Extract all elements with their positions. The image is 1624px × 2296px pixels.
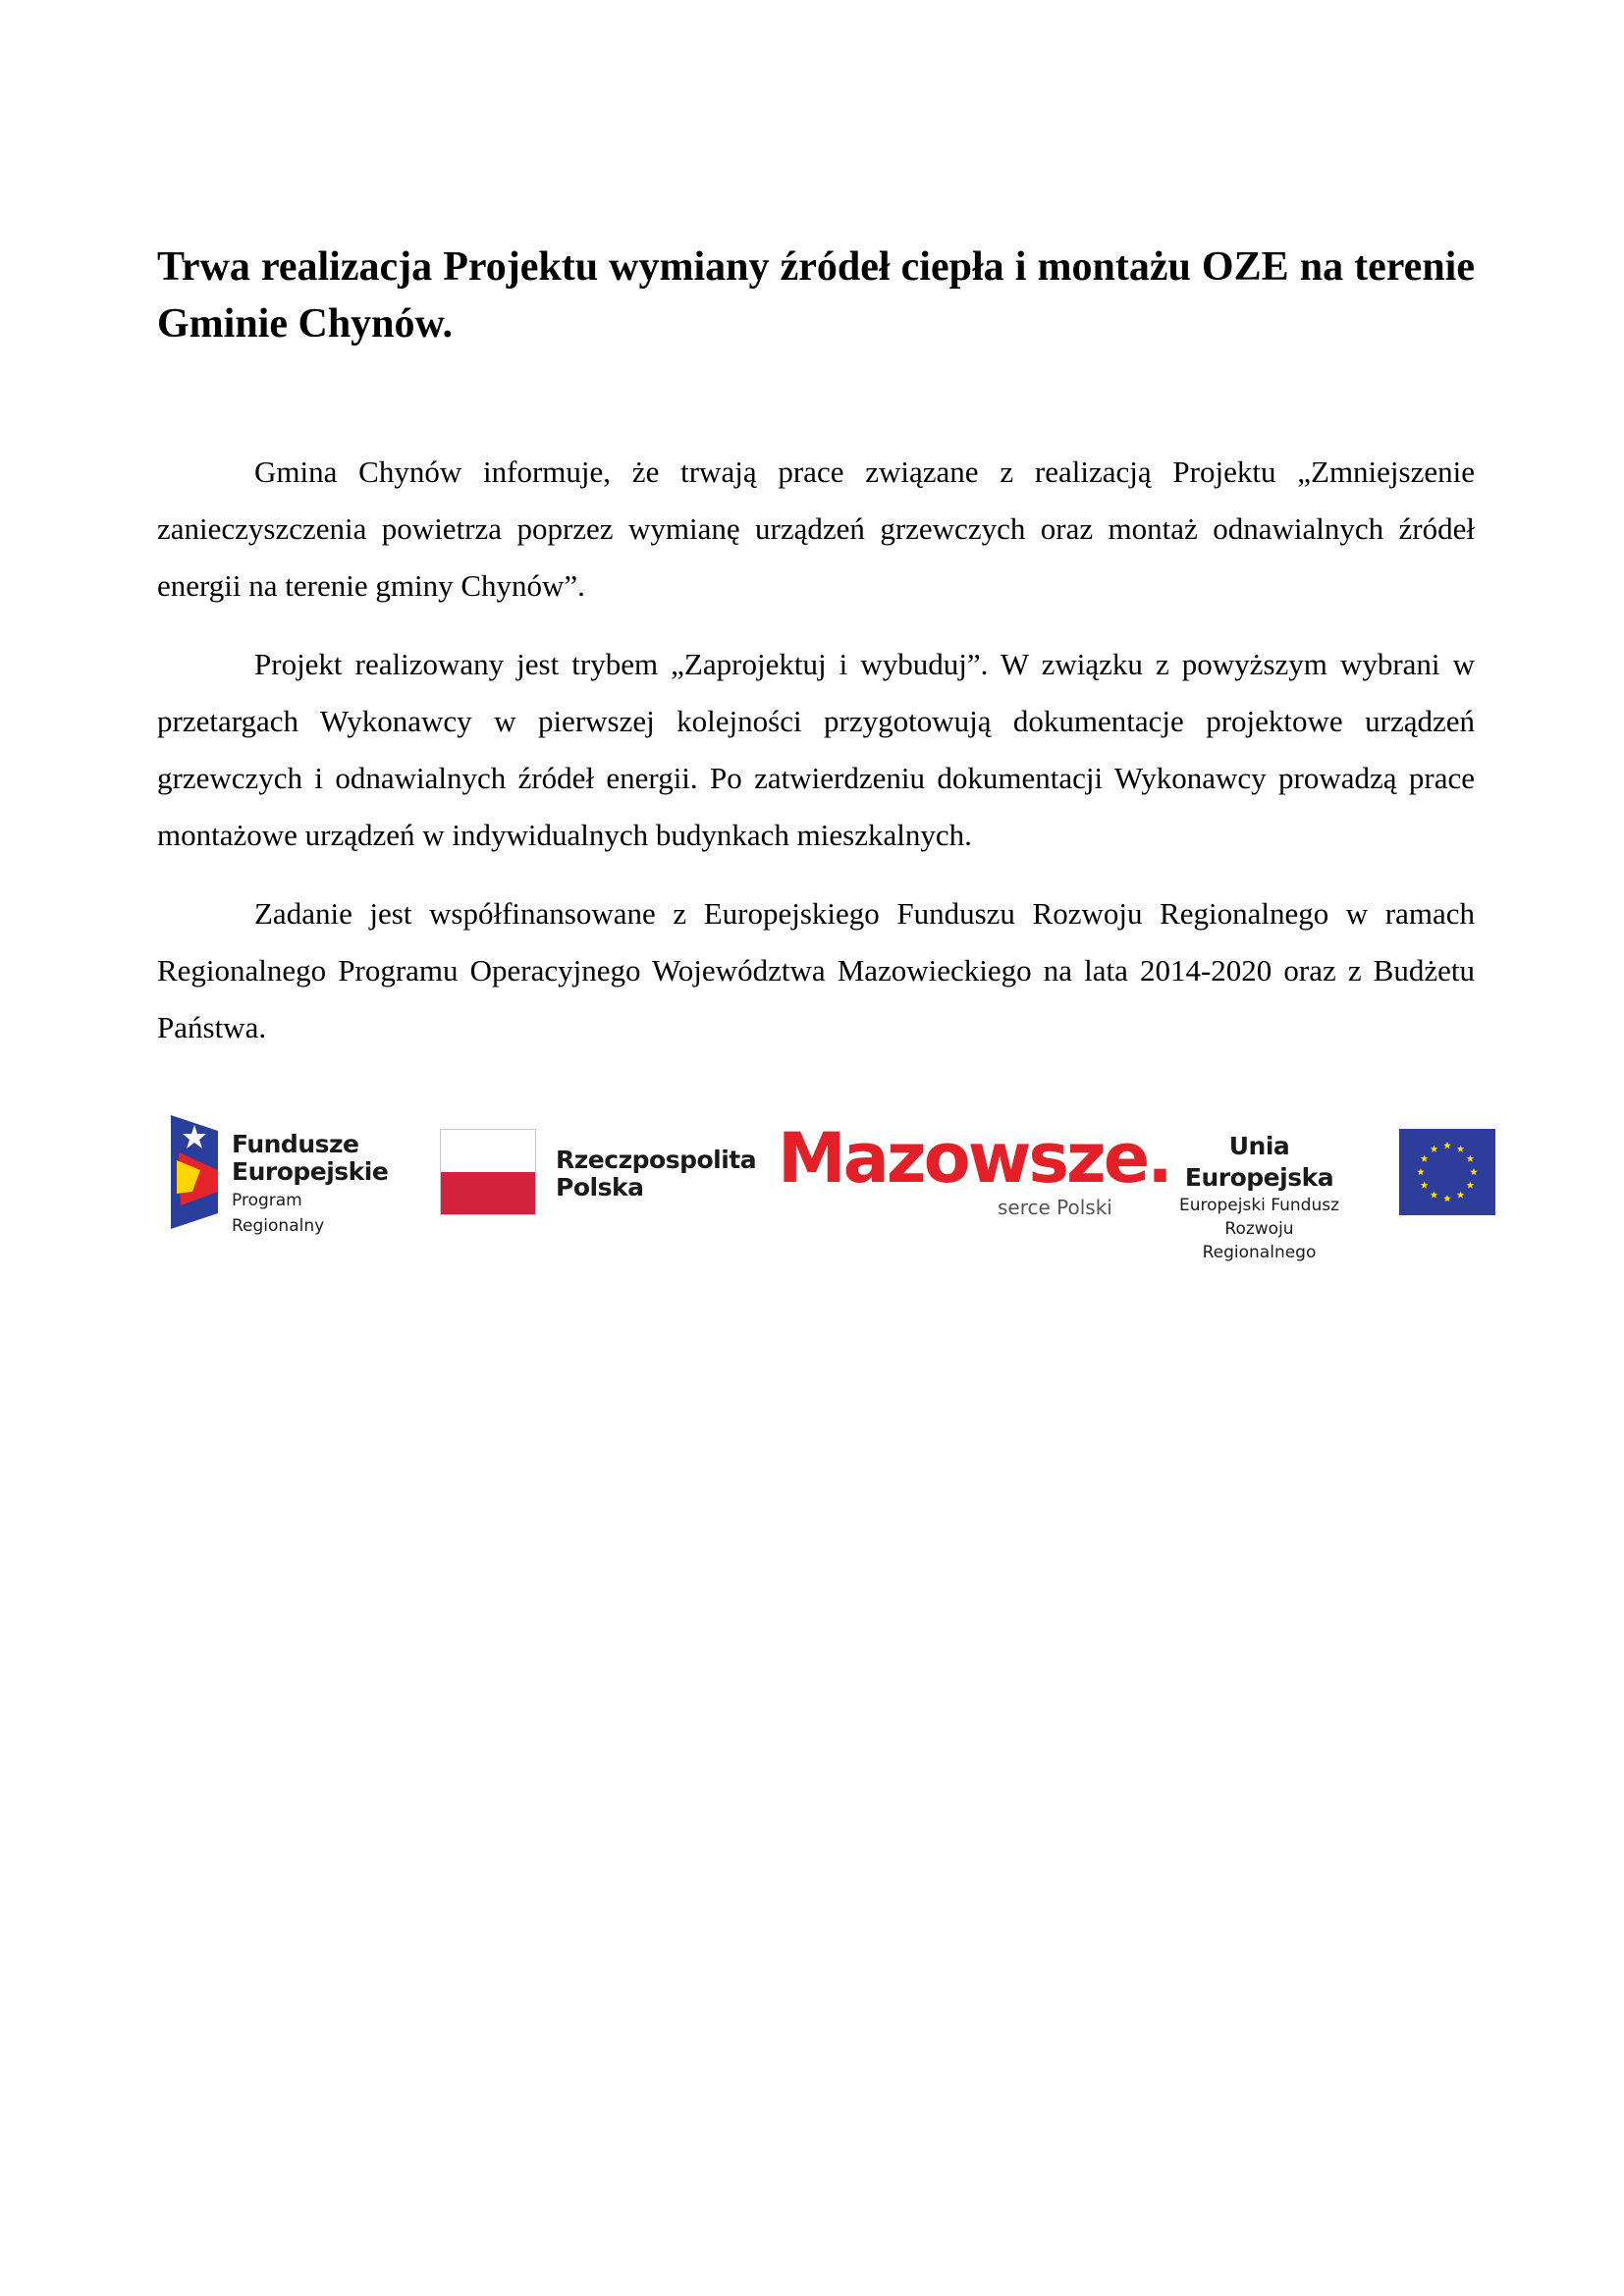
fundusze-line-3: Program Regionalny — [232, 1191, 325, 1236]
rzeczpospolita-polska-logo — [440, 1109, 757, 1237]
fundusze-line-2: Europejskie — [232, 1157, 389, 1186]
logo-strip — [157, 1109, 1475, 1262]
rzeczpospolita-polska-text — [556, 1147, 756, 1201]
paragraph-1: Gmina Chynów informuje, że trwają prace związane z realizacją Projektu „Zmniejszenie zanieczyszczenia powietrza poprzez wymianę urządzeń grzewczych oraz montaż odnawialnych źródeł energii na terenie gminy Chynów”. — [157, 454, 1475, 603]
polish-flag-icon — [440, 1129, 536, 1215]
mazowsze-wordmark: Mazowsze. — [778, 1118, 1170, 1199]
fundusze-europejskie-text — [232, 1131, 388, 1239]
fundusze-europejskie-logo — [171, 1109, 387, 1237]
flag-white-stripe — [441, 1130, 535, 1172]
rzeczpospolita-line-2: Polska — [556, 1173, 644, 1201]
paragraph-3: Zadanie jest współfinansowane z Europejskiego Funduszu Rozwoju Regionalnego w ramach Regionalnego Programu Operacyjnego Województwa Mazowieckiego na lata 2014-2020 oraz z Budżetu Państwa. — [157, 896, 1475, 1044]
document-title: Trwa realizacja Projektu wymiany źródeł ciepła i montażu OZE na terenie Gminie Chynów. — [157, 244, 1475, 347]
mazowsze-tagline: serce Polski — [998, 1196, 1112, 1219]
fundusze-line-1: Fundusze — [232, 1130, 359, 1158]
mazowsze-logo — [778, 1109, 1170, 1237]
unia-line-2: Europejski Fundusz — [1178, 1196, 1340, 1215]
unia-europejska-logo — [1168, 1109, 1475, 1262]
paragraph-2: Projekt realizowany jest trybem „Zaprojektuj i wybuduj”. W związku z powyższym wybrani w przetargach Wykonawcy w pierwszej kolejności przygotowują dokumentacje projektowe urządzeń grzewczych i odnawialnych źródeł energii. Po zatwierdzeniu dokumentacji Wykonawcy prowadzą prace montażowe urządzeń w indywidualnych budynkach mieszkalnych. — [157, 647, 1475, 852]
unia-line-3: Rozwoju Regionalnego — [1202, 1219, 1317, 1262]
eu-flag-icon — [1399, 1129, 1495, 1215]
unia-europejska-text — [1168, 1131, 1350, 1264]
document-body — [157, 444, 1475, 1078]
rzeczpospolita-line-1: Rzeczpospolita — [556, 1146, 757, 1174]
flag-red-stripe — [441, 1172, 535, 1214]
unia-line-1: Unia Europejska — [1184, 1132, 1334, 1192]
fundusze-europejskie-icon — [171, 1115, 218, 1229]
